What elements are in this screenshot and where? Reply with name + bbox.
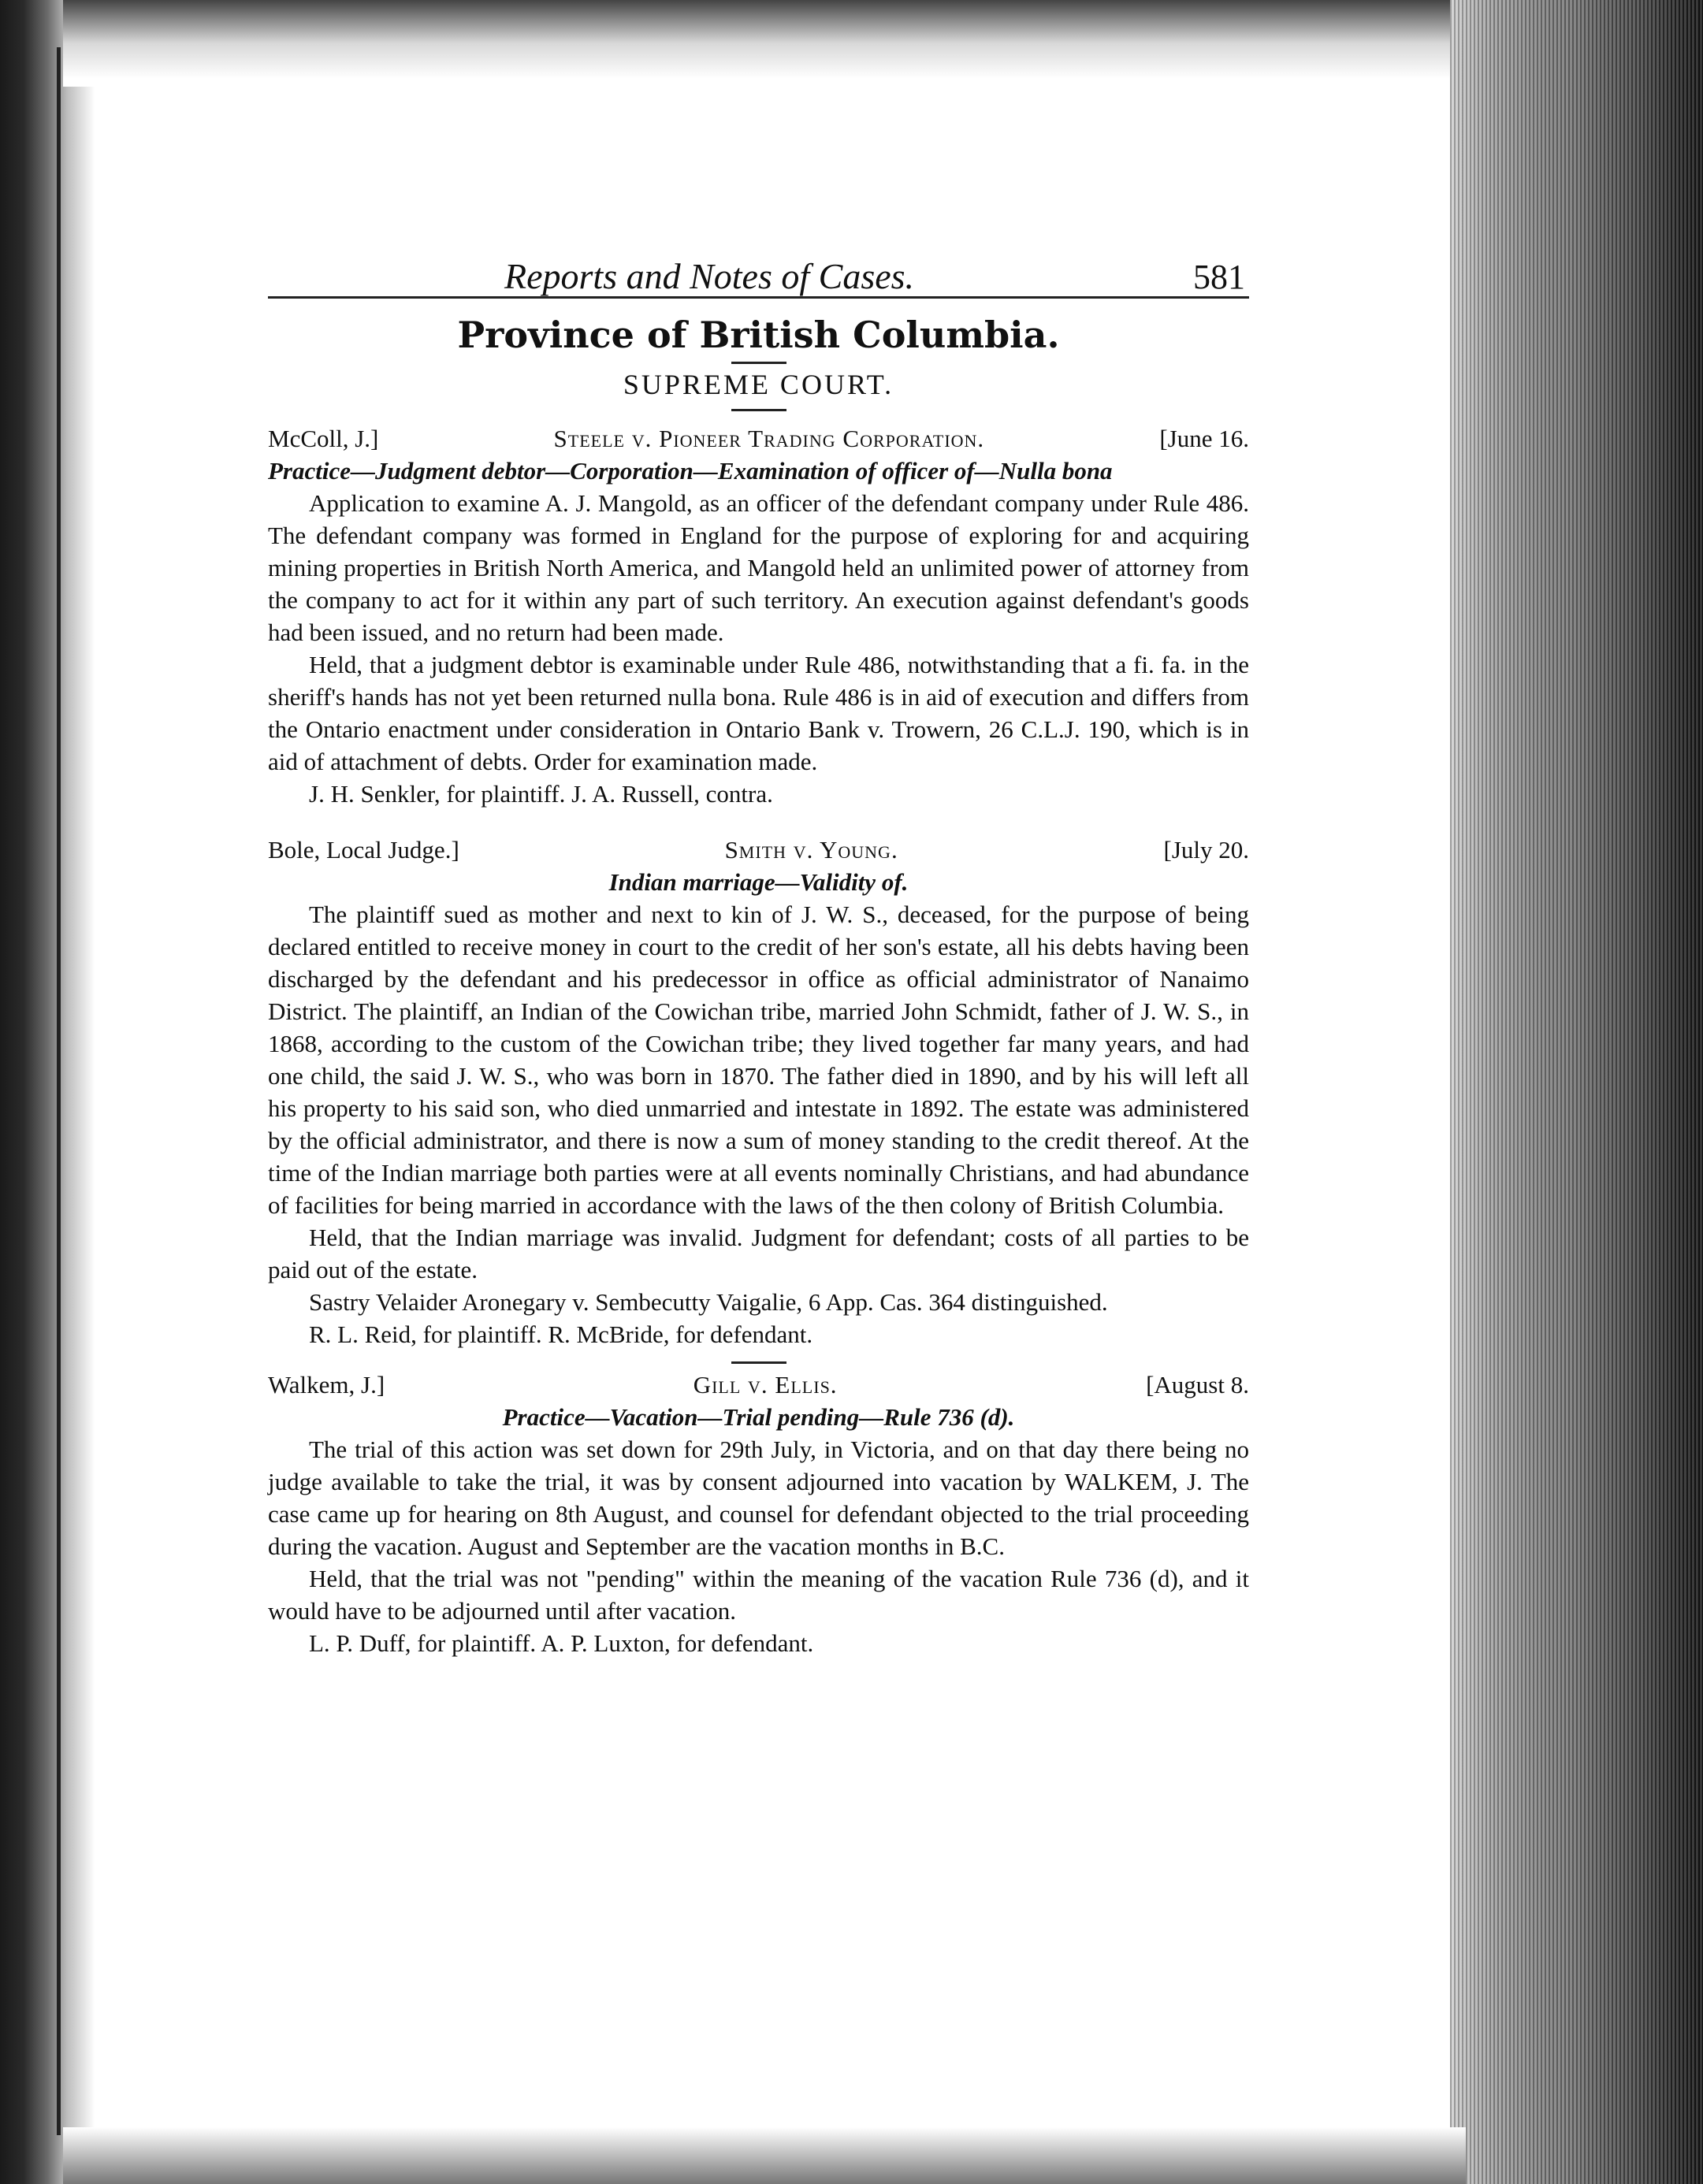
case-date: [July 20. xyxy=(1163,836,1249,864)
case-paragraph: Held, that the Indian marriage was invalid. Judgment for defendant; costs of all parties to be paid out of the estate. xyxy=(268,1224,1249,1283)
case-paragraph: Held, that the trial was not "pending" within the meaning of the vacation Rule 736 (d), and it would have to be adjourned until after vacation. xyxy=(268,1565,1249,1625)
binding-line xyxy=(57,47,61,2135)
case-header xyxy=(268,422,1249,455)
case-paragraph: Application to examine A. J. Mangold, as an officer of the defendant company under Rule 486. The defendant company was formed in England for the purpose of exploring for and acquiring mining properties in British North America, and Mangold held an unlimited power of attorney from the company to act for it within any part of such territory. An execution against defendant's goods had been issued, and no return had been made. xyxy=(268,489,1249,646)
case-paragraph: The trial of this action was set down for 29th July, in Victoria, and on that day there being no judge available to take the trial, it was by consent adjourned into vacation by WALKEM, J. The case came up for hearing on 8th August, and counsel for defendant objected to the trial proceeding during the vacation. August and September are the vacation months in B.C. xyxy=(268,1436,1249,1560)
case-catchwords: Practice—Judgment debtor—Corporation—Examination of officer of—Nulla bona xyxy=(268,457,1113,485)
case-counsel: J. H. Senkler, for plaintiff. J. A. Russell, contra. xyxy=(309,780,773,808)
case-header xyxy=(268,1369,1249,1401)
heading-rule xyxy=(731,409,786,411)
running-head-rule xyxy=(268,296,1249,299)
case-header xyxy=(268,834,1249,866)
case-separator-rule xyxy=(731,1361,786,1364)
page-content xyxy=(268,256,1249,1659)
case-judge: Walkem, J.] xyxy=(268,1371,385,1398)
case-parties: Smith v. Young. xyxy=(724,836,898,864)
case-catchwords: Practice—Vacation—Trial pending—Rule 736 (d). xyxy=(502,1403,1015,1431)
case-date: [June 16. xyxy=(1159,425,1249,452)
case-counsel: L. P. Duff, for plaintiff. A. P. Luxton, for defendant. xyxy=(309,1629,814,1657)
case-paragraph: Sastry Velaider Aronegary v. Sembecutty Vaigalie, 6 App. Cas. 364 distinguished. xyxy=(309,1288,1108,1316)
case-counsel: R. L. Reid, for plaintiff. R. McBride, for defendant. xyxy=(309,1320,813,1348)
court-heading: SUPREME COURT. xyxy=(623,369,894,400)
province-heading: Province of British Columbia. xyxy=(457,314,1060,356)
heading-rule xyxy=(731,362,786,364)
running-head-title: Reports and Notes of Cases. xyxy=(504,256,915,296)
scan-top-margin xyxy=(63,0,1466,87)
case-judge: Bole, Local Judge.] xyxy=(268,836,459,864)
case-paragraph: Held, that a judgment debtor is examinable under Rule 486, notwithstanding that a fi. fa. in the sheriff's hands has not yet been returned nulla bona. Rule 486 is in aid of execution and differs from the Ontario enactment under consideration in Ontario Bank v. Trowern, 26 C.L.J. 190, which is in aid of attachment of debts. Order for examination made. xyxy=(268,651,1249,775)
page-number: 581 xyxy=(1193,258,1245,296)
case-judge: McColl, J.] xyxy=(268,425,379,452)
scan-bottom-margin xyxy=(63,2127,1466,2184)
case-catchwords: Indian marriage—Validity of. xyxy=(608,868,909,896)
case-parties: Gill v. Ellis. xyxy=(693,1371,838,1398)
case-paragraph: The plaintiff sued as mother and next to kin of J. W. S., deceased, for the purpose of being declared entitled to receive money in court to the credit of her son's estate, all his debts having been discharged by the defendant and his predecessor in office as official administrator of Nanaimo District. The plaintiff, an Indian of the Cowichan tribe, married John Schmidt, father of J. W. S., in 1868, according to the custom of the Cowichan tribe; they lived together far many years, and had one child, the said J. W. S., who was born in 1870. The father died in 1890, and by his will left all his property to his said son, who died unmarried and intestate in 1892. The estate was administered by the official administrator, and there is now a sum of money standing to the credit thereof. At the time of the Indian marriage both parties were at all events nominally Christians, and had abundance of facilities for being married in accordance with the laws of the then colony of British Columbia. xyxy=(268,901,1249,1219)
scan-right-page-edges xyxy=(1450,0,1703,2184)
case-parties: Steele v. Pioneer Trading Corporation. xyxy=(553,425,985,452)
case-date: [August 8. xyxy=(1146,1371,1249,1398)
running-head xyxy=(268,256,1249,296)
scan-left-margin xyxy=(0,0,95,2184)
